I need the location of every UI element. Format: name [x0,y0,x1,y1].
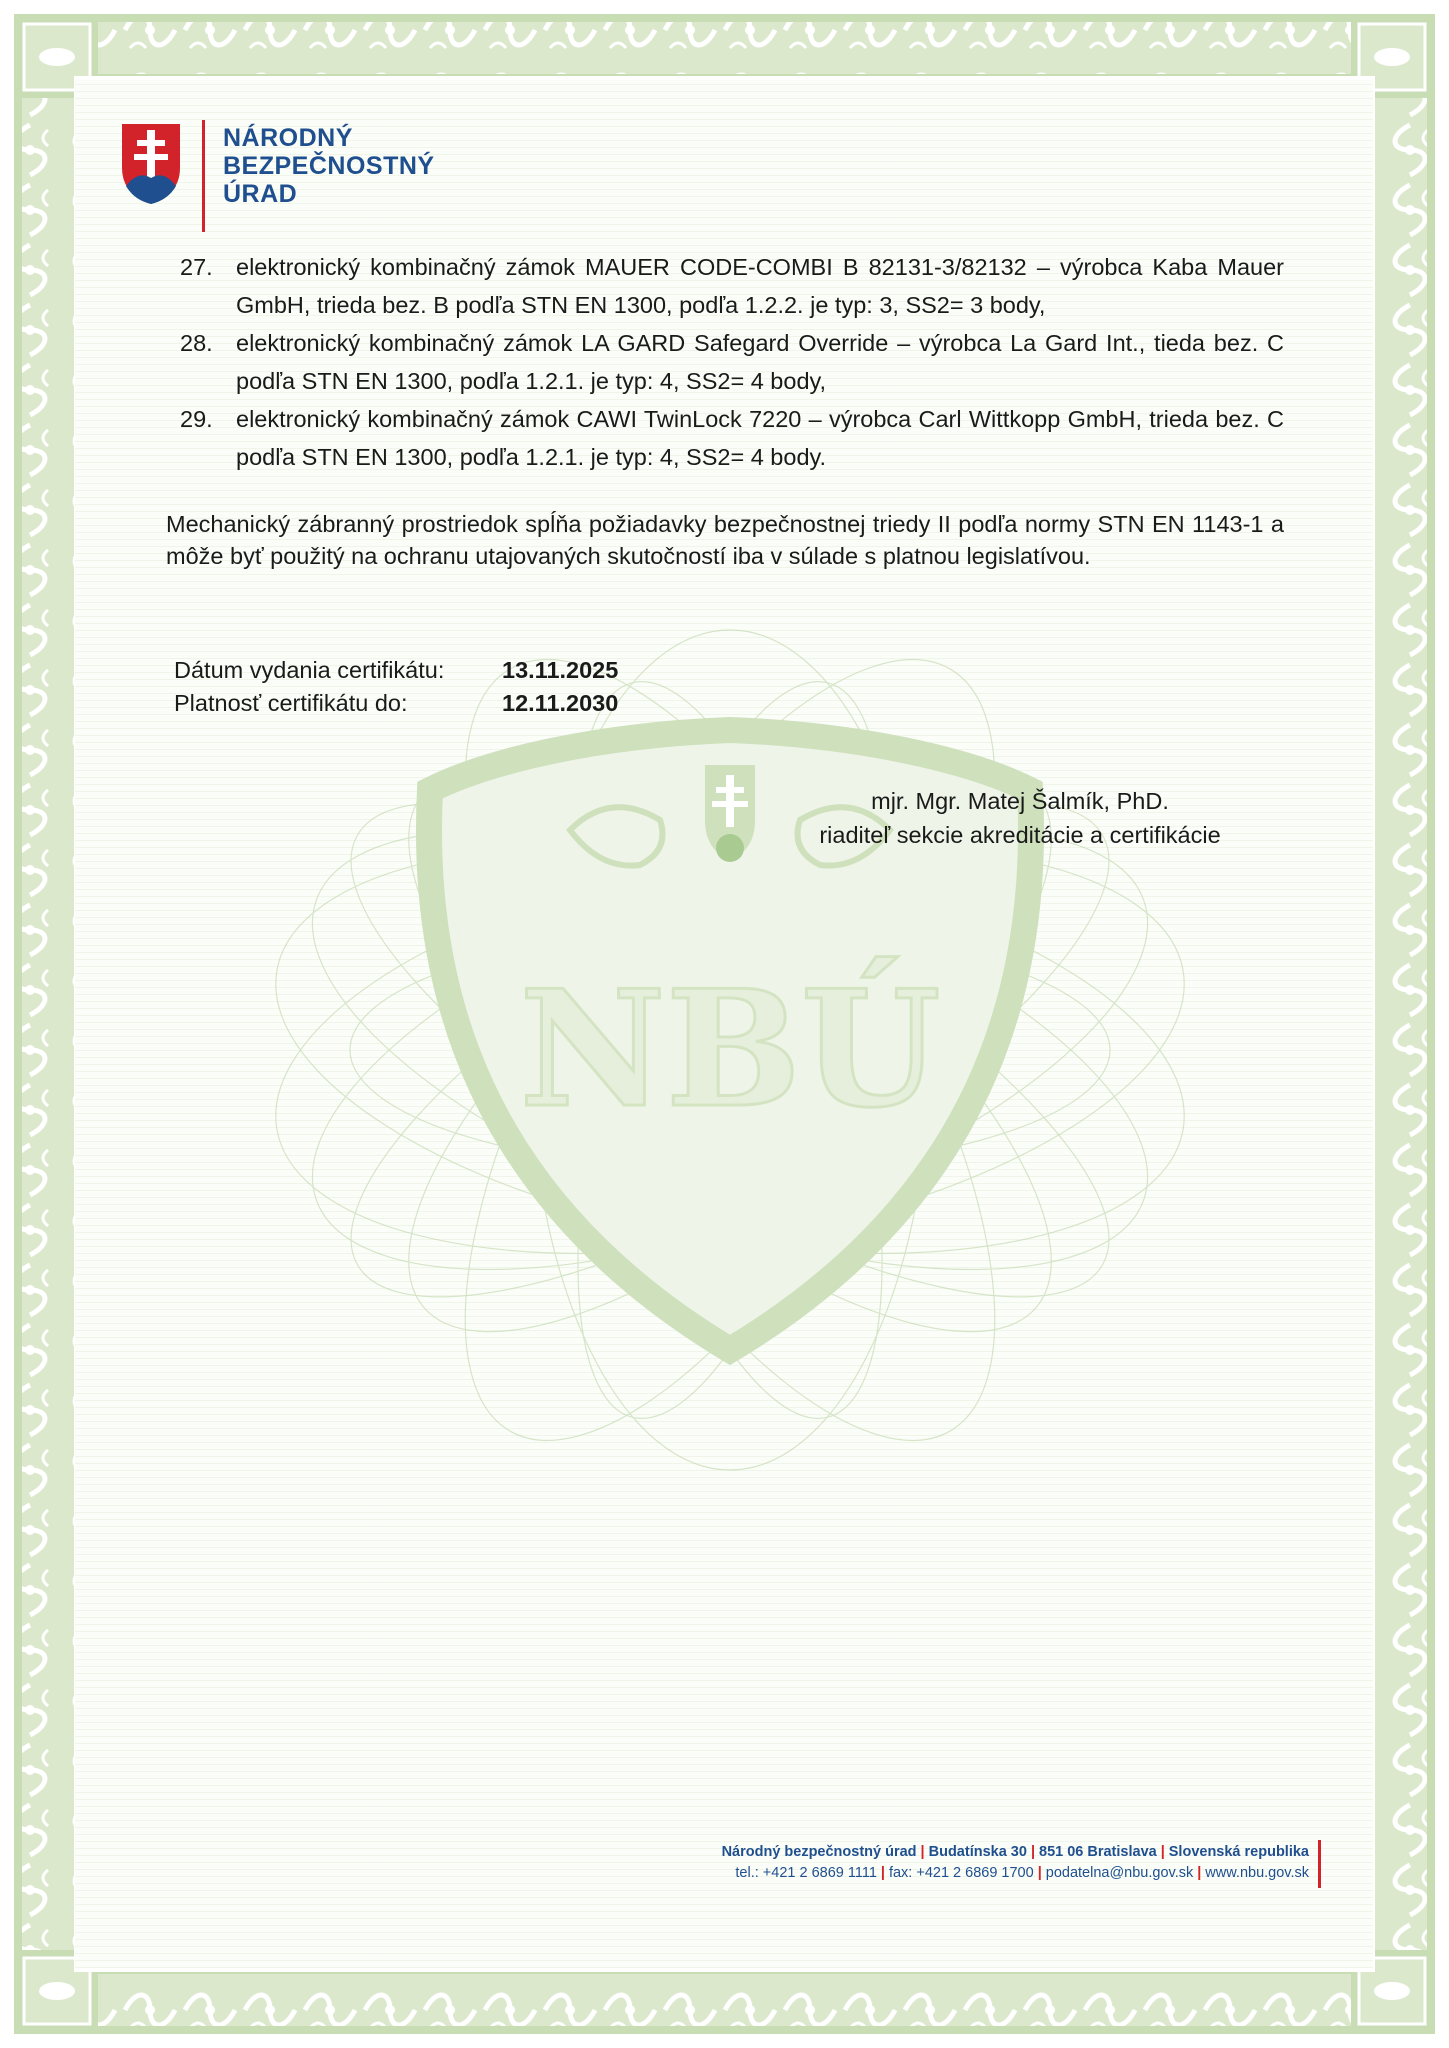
list-item-number: 27. [180,254,213,280]
footer-org-name: Národný bezpečnostný úrad [721,1844,917,1860]
signatory-name: mjr. Mgr. Matej Šalmík, PhD. [871,788,1169,814]
list-item [180,324,1284,400]
list-item-text: elektronický kombinačný zámok MAUER CODE-COMBI B 82131-3/82132 – výrobca Kaba Mauer GmbH, trieda bez. B podľa STN EN 1300, podľa 1.2.2. je typ: 3, SS2= 3 body, [236,254,1284,318]
list-item [180,248,1284,324]
slovak-coat-of-arms-icon [122,124,180,204]
list-item-number: 28. [180,330,213,356]
signature-block [790,784,1250,852]
footer-fax: fax: +421 2 6869 1700 [888,1865,1034,1881]
validity-date-label: Platnosť certifikátu do: [174,690,408,716]
org-name-line-3: ÚRAD [223,180,298,208]
signatory-title: riaditeľ sekcie akreditácie a certifikácie [819,822,1221,848]
footer-contact-line: tel.: +421 2 6869 1111 | fax: +421 2 6869 1700 | podatelna@nbu.gov.sk | www.nbu.gov.sk [735,1865,1309,1881]
statement-paragraph: Mechanický zábranný prostriedok spĺňa požiadavky bezpečnostnej triedy II podľa normy STN EN 1143-1 a môže byť použitý na ochranu utajovaných skutočností iba v súlade s platnou legislatívou. [166,511,1284,569]
footer-email[interactable]: podatelna@nbu.gov.sk [1045,1865,1194,1881]
validity-date-value: 12.11.2030 [502,690,619,716]
issue-date-row [174,654,618,687]
footer-website[interactable]: www.nbu.gov.sk [1205,1865,1309,1881]
org-name-line-1: NÁRODNÝ [223,124,353,152]
header-logo [122,124,435,232]
list-item-number: 29. [180,406,213,432]
list-item-text: elektronický kombinačný zámok LA GARD Safegard Override – výrobca La Gard Int., tieda bez. C podľa STN EN 1300, podľa 1.2.1. je typ: 4, SS2= 4 body, [236,330,1284,394]
footer-contact [722,1842,1309,1884]
org-name-line-2: BEZPEČNOSTNÝ [223,152,435,180]
org-name [223,124,435,208]
validity-date-row [174,687,618,720]
issue-date-label: Dátum vydania certifikátu: [174,657,445,683]
watermark-text: NBÚ [519,955,941,1143]
issue-date-value: 13.11.2025 [502,657,619,683]
list-item-text: elektronický kombinačný zámok CAWI TwinLock 7220 – výrobca Carl Wittkopp GmbH, trieda bez. C podľa STN EN 1300, podľa 1.2.1. je typ: 4, SS2= 4 body. [236,406,1284,470]
footer-street: Budatínska 30 [928,1844,1027,1860]
list-item [180,400,1284,476]
footer-country: Slovenská republika [1168,1844,1309,1860]
footer-phone: tel.: +421 2 6869 1111 [735,1865,877,1881]
header-divider [202,120,205,232]
footer-address-line: Národný bezpečnostný úrad | Budatínska 30 | 851 06 Bratislava | Slovenská republika [721,1844,1309,1860]
certificate-dates [174,654,618,720]
footer-accent-bar [1318,1840,1321,1888]
lock-list [180,248,1284,476]
footer-city: 851 06 Bratislava [1039,1844,1157,1860]
